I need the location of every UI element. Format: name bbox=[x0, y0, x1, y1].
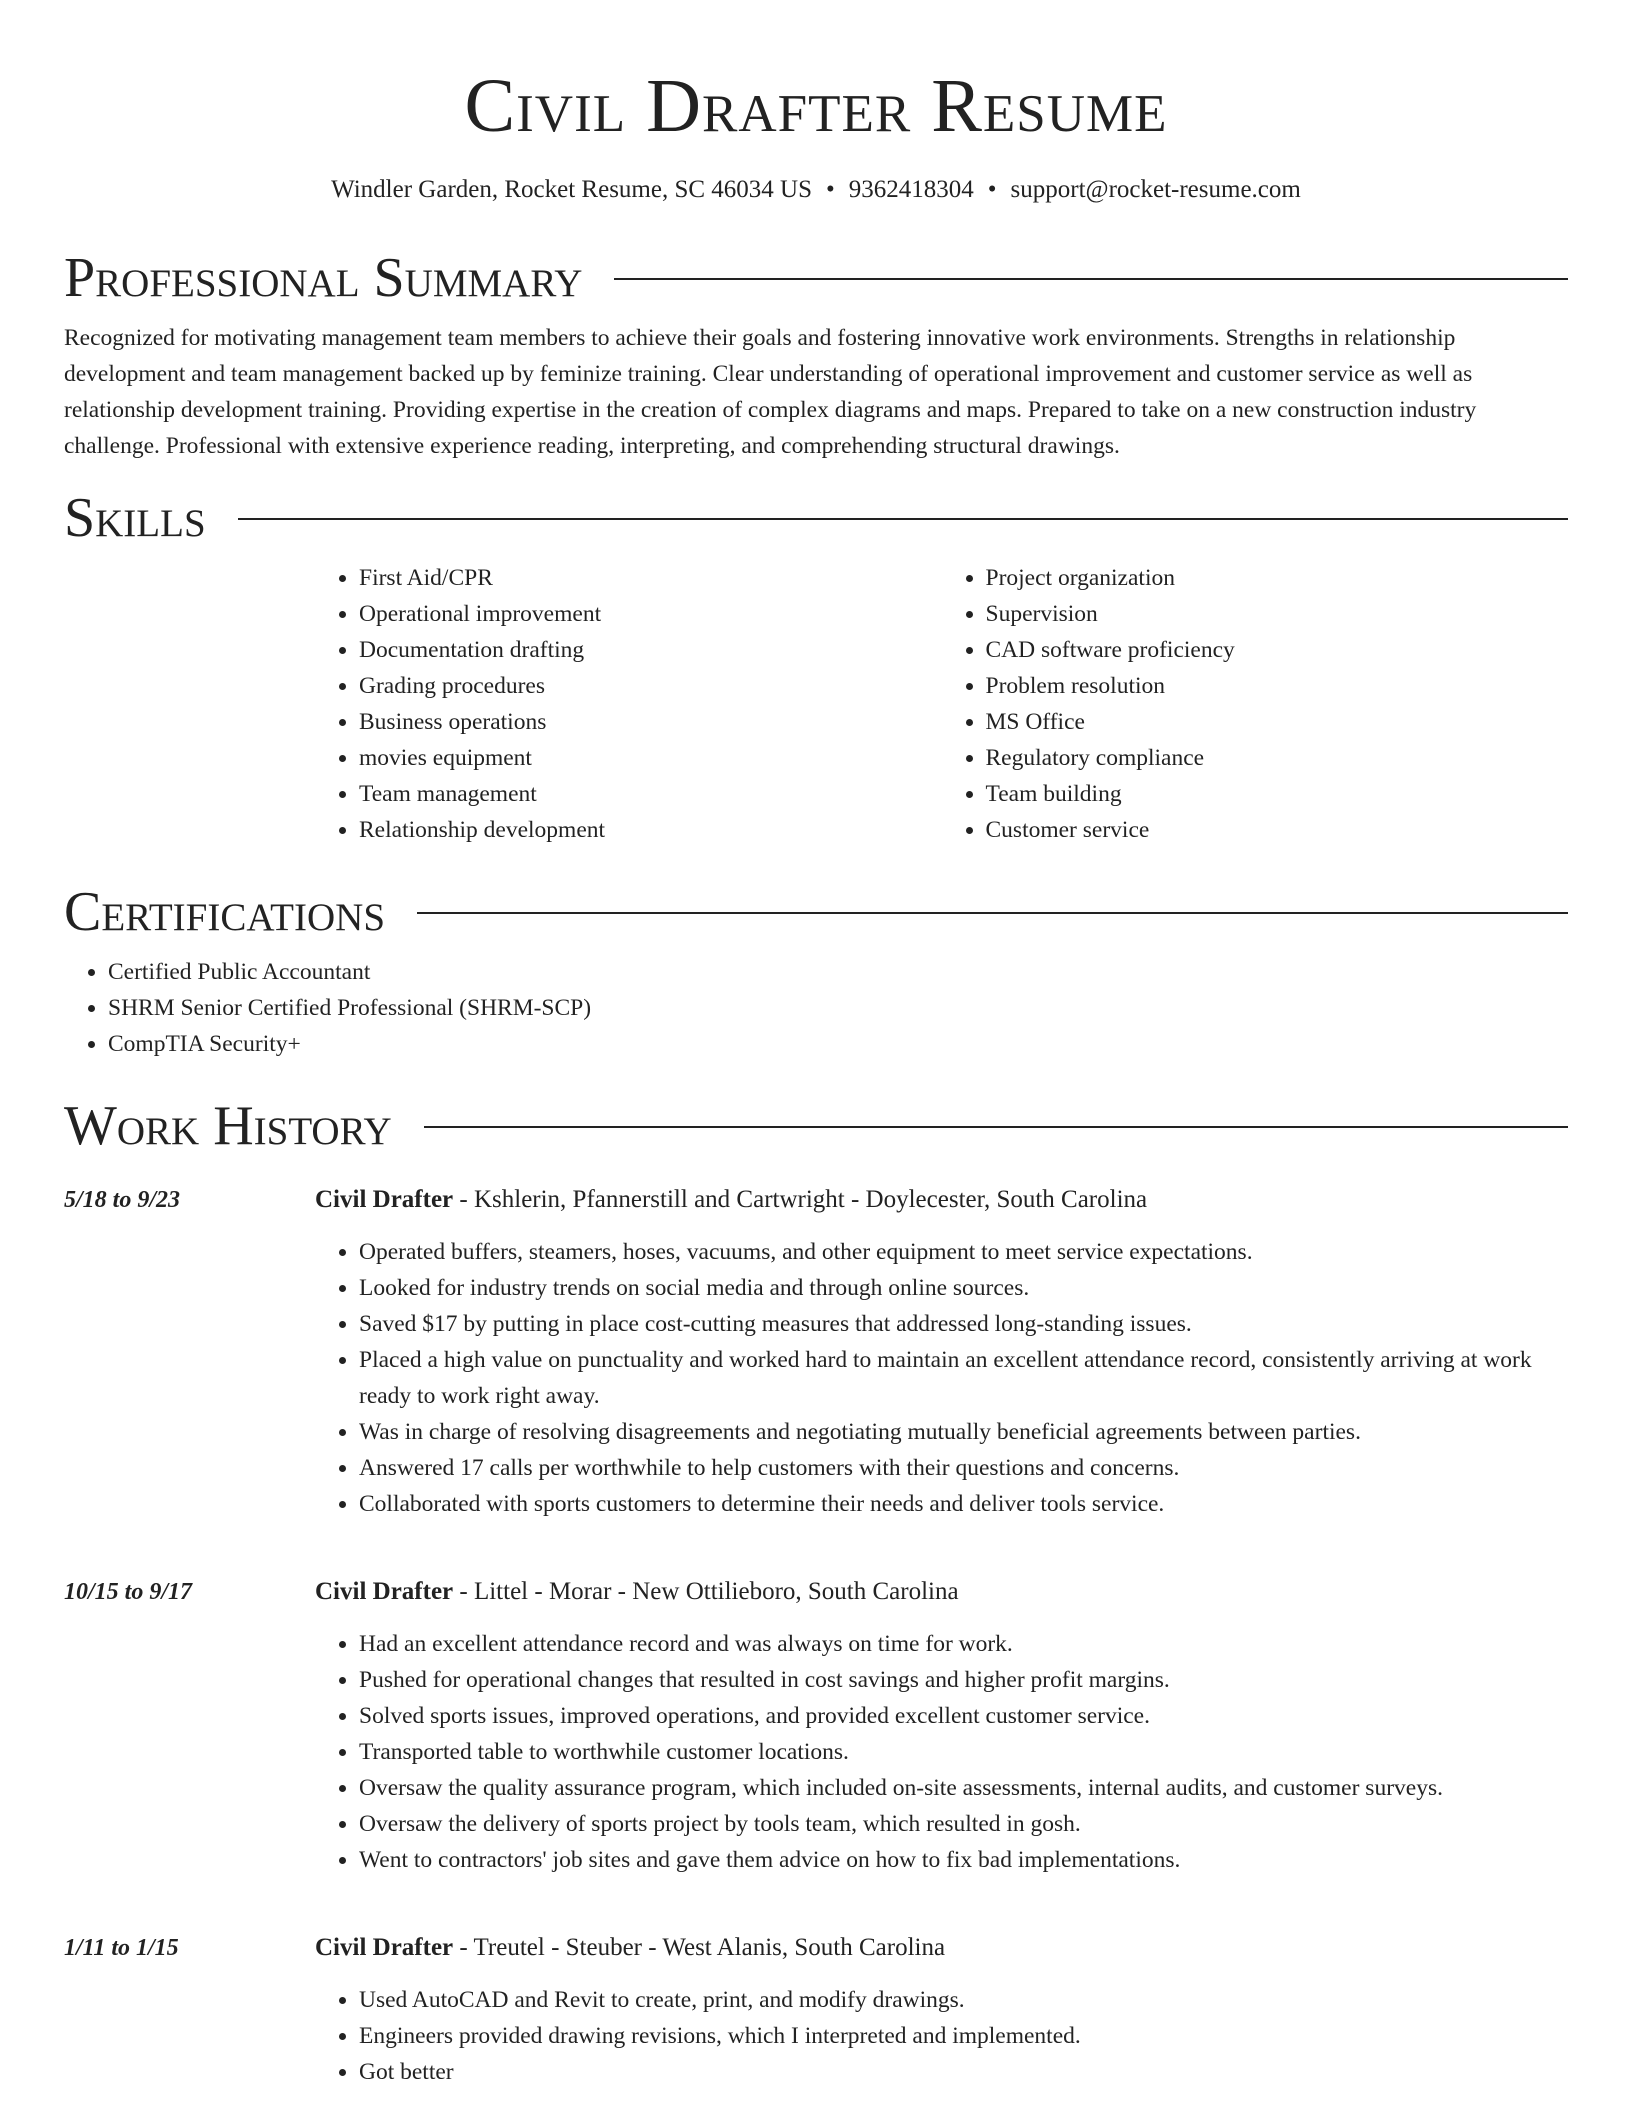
job-duty-item: • Collaborated with sports customers to determine their needs and deliver tools service. bbox=[359, 1486, 1568, 1522]
job-title-line bbox=[315, 1568, 1568, 1610]
job-duty-item: • Operated buffers, steamers, hoses, vacuums, and other equipment to meet service expectations. bbox=[359, 1234, 1568, 1270]
section-divider bbox=[424, 1126, 1568, 1128]
job-employer-location: - Littel - Morar - New Ottilieboro, South Carolina bbox=[453, 1578, 959, 1605]
job-duty-item: • Pushed for operational changes that resulted in cost savings and higher profit margins. bbox=[359, 1662, 1568, 1698]
resume-title: Civil Drafter Resume bbox=[464, 64, 1168, 148]
certifications-list bbox=[64, 954, 1568, 1062]
job-entry bbox=[64, 1176, 1568, 1522]
skill-item: • Supervision bbox=[986, 596, 1569, 632]
job-duty-item: • Oversaw the quality assurance program, which included on-site assessments, internal audits, and customer surveys. bbox=[359, 1770, 1568, 1806]
summary-section-header bbox=[64, 242, 1568, 314]
skill-item: • Customer service bbox=[986, 812, 1569, 848]
section-divider bbox=[238, 518, 1568, 520]
job-role: Civil Drafter bbox=[315, 1578, 454, 1605]
work-section-header bbox=[64, 1090, 1568, 1162]
job-employer-location: - Kshlerin, Pfannerstill and Cartwright - Doylecester, South Carolina bbox=[453, 1186, 1148, 1213]
certifications-heading: Certifications bbox=[64, 881, 386, 943]
job-duty-item: • Had an excellent attendance record and was always on time for work. bbox=[359, 1626, 1568, 1662]
skill-item: • First Aid/CPR bbox=[359, 560, 942, 596]
skill-item: • Team management bbox=[359, 776, 942, 812]
skill-item: • MS Office bbox=[986, 704, 1569, 740]
job-body bbox=[315, 1176, 1568, 1522]
skill-item: • Regulatory compliance bbox=[986, 740, 1569, 776]
contact-separator: • bbox=[826, 176, 835, 203]
resume-page bbox=[64, 0, 1568, 2090]
skill-item: • Operational improvement bbox=[359, 596, 942, 632]
certification-item: • CompTIA Security+ bbox=[108, 1026, 1568, 1062]
job-body bbox=[315, 1924, 1568, 2090]
job-duty-item: • Placed a high value on punctuality and worked hard to maintain an excellent attendance record, consistently arriving at work ready to work right away. bbox=[359, 1342, 1568, 1414]
job-duty-item: • Looked for industry trends on social media and through online sources. bbox=[359, 1270, 1568, 1306]
contact-address: Windler Garden, Rocket Resume, SC 46034 US bbox=[331, 176, 813, 203]
job-duty-item: • Engineers provided drawing revisions, which I interpreted and implemented. bbox=[359, 2018, 1568, 2054]
job-duty-item: • Saved $17 by putting in place cost-cutting measures that addressed long-standing issues. bbox=[359, 1306, 1568, 1342]
skill-item: • Documentation drafting bbox=[359, 632, 942, 668]
skills-right-column bbox=[942, 560, 1569, 848]
job-duties-list bbox=[315, 1982, 1568, 2090]
skill-item: • Team building bbox=[986, 776, 1569, 812]
work-history-list bbox=[64, 1176, 1568, 2090]
skills-left-column bbox=[315, 560, 942, 848]
job-duties-list bbox=[315, 1234, 1568, 1522]
certification-item: • SHRM Senior Certified Professional (SHRM-SCP) bbox=[108, 990, 1568, 1026]
job-duty-item: • Got better bbox=[359, 2054, 1568, 2090]
job-entry bbox=[64, 1568, 1568, 1878]
certification-item: • Certified Public Accountant bbox=[108, 954, 1568, 990]
job-role: Civil Drafter bbox=[315, 1934, 454, 1961]
job-employer-location: - Treutel - Steuber - West Alanis, South Carolina bbox=[453, 1934, 946, 1961]
contact-email: support@rocket-resume.com bbox=[1010, 176, 1301, 203]
contact-line bbox=[64, 172, 1568, 208]
job-title-line bbox=[315, 1924, 1568, 1966]
skill-item: • CAD software proficiency bbox=[986, 632, 1569, 668]
job-body bbox=[315, 1568, 1568, 1878]
job-dates: 5/18 to 9/23 bbox=[64, 1187, 181, 1213]
job-role: Civil Drafter bbox=[315, 1186, 454, 1213]
job-duty-item: • Solved sports issues, improved operations, and provided excellent customer service. bbox=[359, 1698, 1568, 1734]
job-duty-item: • Transported table to worthwhile customer locations. bbox=[359, 1734, 1568, 1770]
contact-separator: • bbox=[987, 176, 997, 203]
job-duty-item: • Oversaw the delivery of sports project by tools team, which resulted in gosh. bbox=[359, 1806, 1568, 1842]
job-duties-list bbox=[315, 1626, 1568, 1878]
skill-item: • Business operations bbox=[359, 704, 942, 740]
skill-item: • Grading procedures bbox=[359, 668, 942, 704]
job-duty-item: • Went to contractors' job sites and gave them advice on how to fix bad implementations. bbox=[359, 1842, 1568, 1878]
skill-item: • Problem resolution bbox=[986, 668, 1569, 704]
job-entry bbox=[64, 1924, 1568, 2090]
contact-phone: 9362418304 bbox=[848, 176, 974, 203]
skill-item: • movies equipment bbox=[359, 740, 942, 776]
summary-heading: Professional Summary bbox=[64, 247, 583, 309]
section-divider bbox=[614, 278, 1568, 280]
job-duty-item: • Answered 17 calls per worthwhile to help customers with their questions and concerns. bbox=[359, 1450, 1568, 1486]
job-duty-item: • Used AutoCAD and Revit to create, print, and modify drawings. bbox=[359, 1982, 1568, 2018]
job-title-line bbox=[315, 1176, 1568, 1218]
job-dates: 10/15 to 9/17 bbox=[64, 1579, 193, 1605]
section-divider bbox=[417, 912, 1568, 914]
work-heading: Work History bbox=[64, 1095, 392, 1157]
certifications-section-header bbox=[64, 876, 1568, 948]
skill-item: • Project organization bbox=[986, 560, 1569, 596]
skills-heading: Skills bbox=[64, 487, 206, 549]
job-dates: 1/11 to 1/15 bbox=[64, 1935, 179, 1961]
skill-item: • Relationship development bbox=[359, 812, 942, 848]
skills-grid bbox=[315, 560, 1568, 848]
job-duty-item: • Was in charge of resolving disagreements and negotiating mutually beneficial agreements between parties. bbox=[359, 1414, 1568, 1450]
summary-text: Recognized for motivating management team members to achieve their goals and fostering innovative work environments. Strengths in relationship development and team management backed up by feminize training. Clear understanding of operational improvement and customer service as well as relationship development training. Providing expertise in the creation of complex diagrams and maps. Prepared to take on a new construction industry challenge. Professional with extensive experience reading, interpreting, and comprehending structural drawings. bbox=[64, 325, 1477, 459]
skills-section-header bbox=[64, 482, 1568, 554]
